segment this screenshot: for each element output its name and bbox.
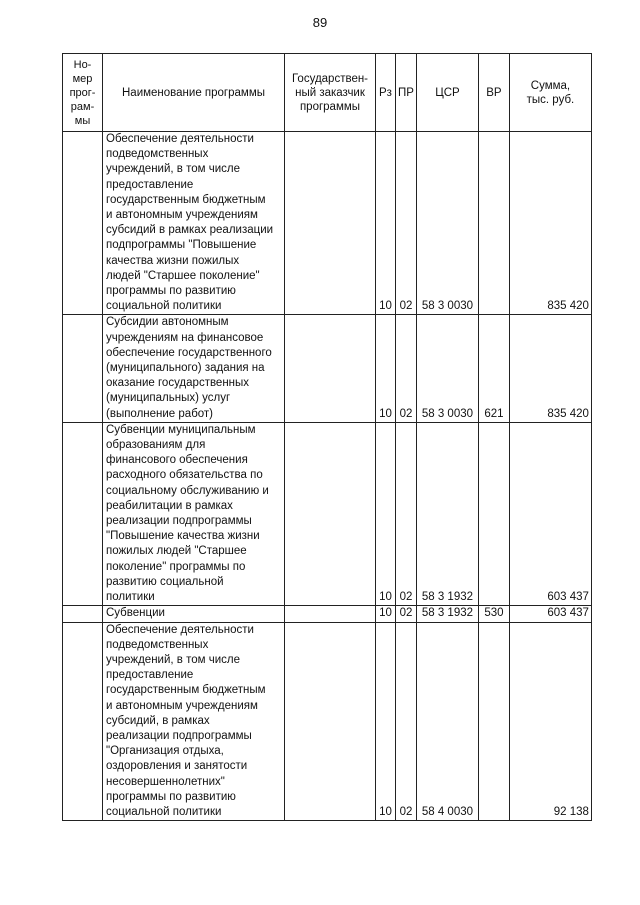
program-name-cell: Субвенции муниципальным образованиям для финансового обеспечения расходного обязательства по социальному обслуживанию и реабилитации в рамках реализации подпрограммы "Повышение качества жизни пожилых людей "Старшее поколение" программы по развитию социальной политики	[103, 422, 285, 605]
header-customer: Государствен- ный заказчик программы	[285, 54, 376, 132]
subsection-cell: 02	[396, 422, 417, 605]
target-article-cell: 58 4 0030	[416, 622, 478, 821]
header-target-article: ЦСР	[416, 54, 478, 132]
customer-cell	[285, 622, 376, 821]
program-name-cell: Обеспечение деятельности подведомственных учреждений, в том числе предоставление государственным бюджетным и автономным учреждениям субсидий, в рамках реализации подпрограммы "Организация отдыха, оздоровления и занятости несовершеннолетних" программы по развитию социальной политики	[103, 622, 285, 821]
table-row	[63, 622, 592, 821]
header-expense-type: ВР	[478, 54, 509, 132]
expense-type-cell	[478, 422, 509, 605]
header-section: Рз	[376, 54, 396, 132]
customer-cell	[285, 132, 376, 315]
target-article-cell: 58 3 1932	[416, 422, 478, 605]
expense-type-cell: 621	[478, 315, 509, 422]
subsection-cell: 02	[396, 132, 417, 315]
amount-cell: 92 138	[509, 622, 591, 821]
subsection-cell: 02	[396, 606, 417, 622]
table-row	[63, 422, 592, 605]
target-article-cell: 58 3 0030	[416, 315, 478, 422]
program-name-cell: Субсидии автономным учреждениям на финансовое обеспечение государственного (муниципального) задания на оказание государственных (муниципальных) услуг (выполнение работ)	[103, 315, 285, 422]
table-row	[63, 606, 592, 622]
expense-type-cell	[478, 622, 509, 821]
program-number-cell	[63, 606, 103, 622]
table-row	[63, 315, 592, 422]
customer-cell	[285, 315, 376, 422]
section-cell: 10	[376, 132, 396, 315]
program-number-cell	[63, 622, 103, 821]
table-row	[63, 132, 592, 315]
amount-cell: 603 437	[509, 606, 591, 622]
page-number: 89	[312, 15, 328, 30]
program-number-cell	[63, 422, 103, 605]
customer-cell	[285, 606, 376, 622]
budget-program-table	[62, 53, 592, 821]
program-number-cell	[63, 132, 103, 315]
target-article-cell: 58 3 0030	[416, 132, 478, 315]
table-header-row	[63, 54, 592, 132]
amount-cell: 603 437	[509, 422, 591, 605]
subsection-cell: 02	[396, 315, 417, 422]
customer-cell	[285, 422, 376, 605]
section-cell: 10	[376, 422, 396, 605]
header-program-number: Но- мер прог- рам- мы	[63, 54, 103, 132]
amount-cell: 835 420	[509, 315, 591, 422]
program-name-cell: Обеспечение деятельности подведомственных учреждений, в том числе предоставление государственным бюджетным и автономным учреждениям субсидий в рамках реализации подпрограммы "Повышение качества жизни пожилых людей "Старшее поколение" программы по развитию социальной политики	[103, 132, 285, 315]
program-number-cell	[63, 315, 103, 422]
expense-type-cell: 530	[478, 606, 509, 622]
header-program-name: Наименование программы	[103, 54, 285, 132]
header-subsection: ПР	[396, 54, 417, 132]
subsection-cell: 02	[396, 622, 417, 821]
program-name-cell: Субвенции	[103, 606, 285, 622]
section-cell: 10	[376, 606, 396, 622]
target-article-cell: 58 3 1932	[416, 606, 478, 622]
section-cell: 10	[376, 622, 396, 821]
expense-type-cell	[478, 132, 509, 315]
section-cell: 10	[376, 315, 396, 422]
header-amount: Сумма, тыс. руб.	[509, 54, 591, 132]
amount-cell: 835 420	[509, 132, 591, 315]
